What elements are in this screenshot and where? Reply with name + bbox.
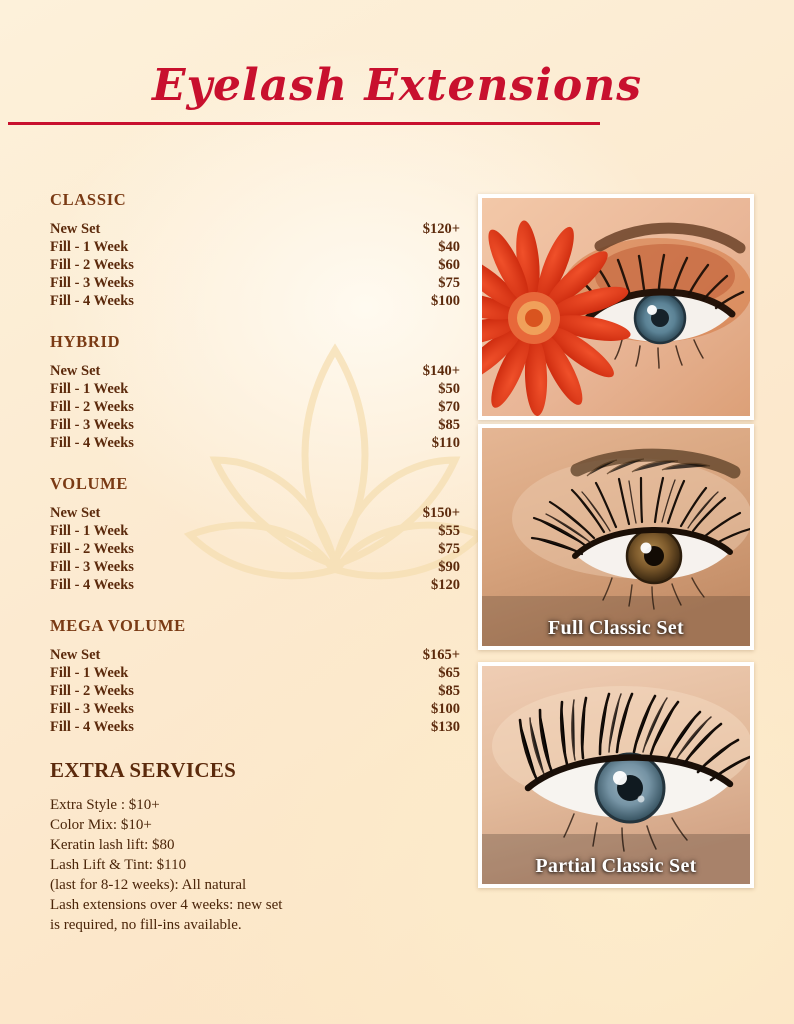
- table-row: [48, 700, 460, 718]
- service-price: $70: [438, 399, 460, 415]
- service-label: New Set: [50, 647, 101, 663]
- extra-services-title: EXTRA SERVICES: [50, 758, 237, 782]
- service-price: $100: [431, 293, 460, 309]
- price-rows: [48, 504, 468, 594]
- table-row: [48, 522, 460, 540]
- service-price: $120: [431, 577, 460, 593]
- table-row: [48, 540, 460, 558]
- page-title: Eyelash Extensions: [151, 60, 643, 111]
- service-label: Fill - 3 Weeks: [50, 701, 134, 717]
- service-price: $75: [438, 541, 460, 557]
- table-row: [48, 220, 460, 238]
- full-classic-set-photo: [478, 424, 754, 650]
- service-label: New Set: [50, 505, 101, 521]
- service-price: $55: [438, 523, 460, 539]
- photo-caption: Full Classic Set: [548, 617, 684, 639]
- service-price: $85: [438, 683, 460, 699]
- service-label: Fill - 1 Week: [50, 381, 129, 397]
- service-price: $85: [438, 417, 460, 433]
- extra-services-line: Lash Lift & Tint: $110: [50, 857, 187, 873]
- extra-services-line: Lash extensions over 4 weeks: new set: [50, 897, 283, 913]
- price-list-column: [48, 190, 468, 935]
- extra-services-line: is required, no fill-ins available.: [50, 917, 242, 933]
- table-row: [48, 416, 460, 434]
- service-label: Fill - 3 Weeks: [50, 275, 134, 291]
- table-row: [48, 398, 460, 416]
- service-price: $140+: [422, 363, 460, 379]
- category-title: HYBRID: [50, 332, 121, 351]
- photo-caption: Partial Classic Set: [535, 855, 697, 877]
- service-label: Fill - 3 Weeks: [50, 559, 134, 575]
- service-label: Fill - 1 Week: [50, 665, 129, 681]
- service-label: Fill - 2 Weeks: [50, 399, 134, 415]
- service-label: Fill - 4 Weeks: [50, 435, 134, 451]
- service-price: $100: [431, 701, 460, 717]
- table-row: [48, 558, 460, 576]
- extra-services-line: (last for 8-12 weeks): All natural: [50, 877, 247, 893]
- service-price: $60: [438, 257, 460, 273]
- service-label: Fill - 1 Week: [50, 523, 129, 539]
- table-row: [48, 274, 460, 292]
- category-hybrid: [48, 332, 468, 452]
- table-row: [48, 380, 460, 398]
- service-price: $120+: [422, 221, 460, 237]
- title-divider: [8, 122, 600, 125]
- table-row: [48, 434, 460, 452]
- service-price: $65: [438, 665, 460, 681]
- extra-services-line: Keratin lash lift: $80: [50, 837, 175, 853]
- eye-with-red-flower-photo: [478, 194, 754, 420]
- category-classic: [48, 190, 468, 310]
- service-label: Fill - 2 Weeks: [50, 541, 134, 557]
- table-row: [48, 576, 460, 594]
- extra-services-line: Extra Style : $10+: [50, 797, 160, 813]
- price-rows: [48, 362, 468, 452]
- service-label: Fill - 1 Week: [50, 239, 129, 255]
- category-title: VOLUME: [50, 474, 129, 493]
- service-price: $40: [438, 239, 460, 255]
- service-price: $130: [431, 719, 460, 735]
- service-price: $75: [438, 275, 460, 291]
- service-price: $50: [438, 381, 460, 397]
- table-row: [48, 504, 460, 522]
- service-label: Fill - 2 Weeks: [50, 683, 134, 699]
- category-title: CLASSIC: [50, 190, 127, 209]
- partial-classic-set-photo: [478, 662, 754, 888]
- service-label: Fill - 2 Weeks: [50, 257, 134, 273]
- service-label: New Set: [50, 221, 101, 237]
- service-label: Fill - 4 Weeks: [50, 577, 134, 593]
- service-label: Fill - 4 Weeks: [50, 293, 134, 309]
- table-row: [48, 682, 460, 700]
- category-volume: [48, 474, 468, 594]
- extra-services-section: [48, 758, 468, 935]
- table-row: [48, 664, 460, 682]
- table-row: [48, 238, 460, 256]
- service-price: $110: [431, 435, 460, 451]
- service-label: New Set: [50, 363, 101, 379]
- extra-services-line: Color Mix: $10+: [50, 817, 152, 833]
- table-row: [48, 362, 460, 380]
- category-title: MEGA VOLUME: [50, 616, 186, 635]
- price-rows: [48, 646, 468, 736]
- service-label: Fill - 4 Weeks: [50, 719, 134, 735]
- service-price: $150+: [422, 505, 460, 521]
- service-price: $90: [438, 559, 460, 575]
- table-row: [48, 718, 460, 736]
- table-row: [48, 256, 460, 274]
- table-row: [48, 646, 460, 664]
- service-price: $165+: [422, 647, 460, 663]
- table-row: [48, 292, 460, 310]
- service-label: Fill - 3 Weeks: [50, 417, 134, 433]
- category-mega-volume: [48, 616, 468, 736]
- page-header: [0, 60, 794, 130]
- price-rows: [48, 220, 468, 310]
